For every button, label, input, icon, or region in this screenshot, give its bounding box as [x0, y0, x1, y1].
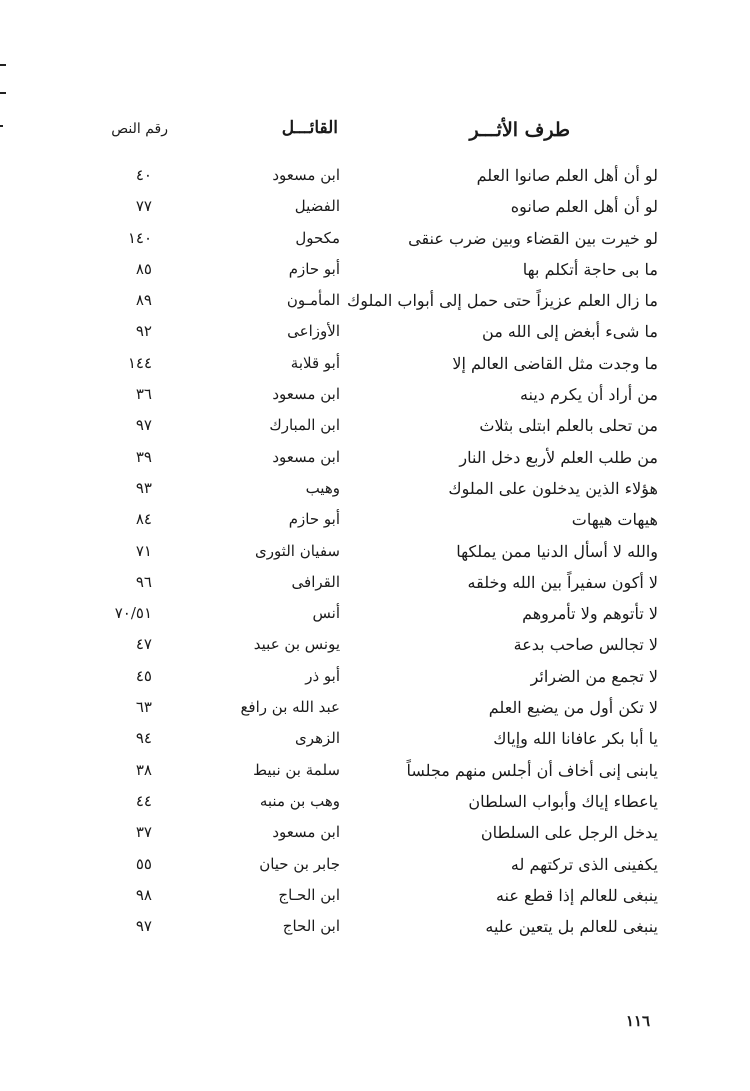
text-number-cell: ٩٨: [135, 885, 152, 904]
margin-mark: [0, 64, 6, 66]
table-row: [90, 694, 670, 725]
excerpt-cell: ينبغى للعالم بل يتعين عليه: [485, 917, 658, 937]
table-row: [90, 600, 670, 631]
speaker-cell: أبو حازم: [288, 259, 340, 278]
text-number-cell: ١٤٠: [127, 228, 152, 247]
text-number-cell: ٧٠/٥١: [114, 604, 152, 623]
table-row: [90, 444, 670, 475]
text-number-cell: ٧١: [135, 541, 152, 560]
speaker-cell: أبو ذر: [305, 666, 340, 685]
margin-mark: [0, 125, 3, 127]
excerpt-cell: لا أكون سفيراً بين الله وخلقه: [467, 572, 658, 592]
excerpt-cell: لا تجالس صاحب بدعة: [513, 635, 658, 655]
table-row: [90, 506, 670, 537]
excerpt-cell: من أراد أن يكرم دينه: [519, 385, 658, 405]
speaker-cell: ابن مسعود: [272, 823, 340, 842]
header-number: رقم النص: [111, 121, 168, 137]
table-row: [90, 788, 670, 819]
speaker-cell: أبو قلابة: [290, 353, 340, 372]
margin-mark: [0, 92, 6, 94]
table-row: [90, 412, 670, 443]
text-number-cell: ٨٤: [135, 510, 152, 529]
speaker-cell: وهيب: [305, 478, 340, 497]
speaker-cell: القرافى: [291, 572, 340, 591]
excerpt-cell: ما بى حاجة أتكلم بها: [522, 259, 658, 279]
table-row: [90, 725, 670, 756]
excerpt-cell: ما وجدت مثل القاضى العالم إلا: [452, 353, 658, 373]
excerpt-cell: ما شىء أبغض إلى الله من: [482, 322, 658, 342]
index-table: [90, 162, 670, 944]
speaker-cell: وهب بن منبه: [259, 791, 340, 810]
excerpt-cell: ما زال العلم عزيزاً حتى حمل إلى أبواب الملوك: [347, 291, 658, 311]
text-number-cell: ٨٥: [135, 259, 152, 278]
excerpt-cell: لو خيرت بين القضاء وبين ضرب عنقى: [408, 228, 658, 248]
table-row: [90, 350, 670, 381]
speaker-cell: جابر بن حيان: [259, 854, 340, 873]
excerpt-cell: يدخل الرجل على السلطان: [480, 823, 658, 843]
speaker-cell: ابن مسعود: [272, 166, 340, 184]
text-number-cell: ٣٨: [135, 760, 152, 779]
text-number-cell: ٣٧: [135, 823, 152, 842]
excerpt-cell: ياعطاء إياك وأبواب السلطان: [468, 791, 658, 811]
speaker-cell: أنس: [312, 604, 340, 623]
table-row: [90, 851, 670, 882]
text-number-cell: ٨٩: [135, 291, 152, 310]
excerpt-cell: لا تكن أول من يضيع العلم: [488, 698, 658, 718]
speaker-cell: ابن الحـاج: [278, 885, 340, 904]
excerpt-cell: والله لا أسأل الدنيا ممن يملكها: [456, 541, 658, 561]
text-number-cell: ٣٩: [135, 447, 152, 466]
excerpt-cell: هؤلاء الذين يدخلون على الملوك: [448, 478, 658, 498]
text-number-cell: ٩٧: [135, 917, 152, 936]
header-excerpt: طرف الأثـــر: [469, 119, 570, 141]
speaker-cell: ابن المبارك: [269, 416, 340, 435]
excerpt-cell: لا تأتوهم ولا تأمروهم: [522, 604, 658, 624]
table-row: [90, 569, 670, 600]
excerpt-cell: من طلب العلم لأربع دخل النار: [459, 447, 658, 467]
table-row: [90, 819, 670, 850]
speaker-cell: الأوزاعى: [287, 322, 340, 341]
speaker-cell: سفيان الثورى: [254, 541, 340, 560]
text-number-cell: ٤٥: [135, 666, 152, 685]
excerpt-cell: هيهات هيهات: [571, 510, 658, 530]
excerpt-cell: يا أبا بكر عافانا الله وإياك: [493, 729, 658, 749]
speaker-cell: أبو حازم: [288, 510, 340, 529]
page-number: ١١٦: [625, 1012, 650, 1030]
table-row: [90, 757, 670, 788]
table-row: [90, 162, 670, 193]
table-row: [90, 193, 670, 224]
speaker-cell: المأمـون: [286, 291, 340, 310]
speaker-cell: عبد الله بن رافع: [240, 698, 340, 717]
speaker-cell: يونس بن عبيد: [253, 635, 340, 654]
text-number-cell: ٩٤: [135, 729, 152, 748]
speaker-cell: ابن مسعود: [272, 385, 340, 404]
header-speaker: القائـــل: [281, 118, 338, 138]
speaker-cell: سلمة بن نبيط: [253, 760, 340, 779]
table-row: [90, 663, 670, 694]
table-row: [90, 287, 670, 318]
excerpt-cell: لو أن أهل العلم صانوا العلم: [476, 166, 658, 185]
table-row: [90, 882, 670, 913]
text-number-cell: ٩٦: [135, 572, 152, 591]
table-row: [90, 631, 670, 662]
text-number-cell: ٤٠: [135, 166, 152, 184]
speaker-cell: الفضيل: [294, 197, 340, 216]
table-row: [90, 256, 670, 287]
text-number-cell: ٧٧: [135, 197, 152, 216]
excerpt-cell: يكفينى الذى تركتهم له: [510, 854, 658, 874]
excerpt-cell: من تحلى بالعلم ابتلى بثلاث: [479, 416, 658, 436]
table-row: [90, 381, 670, 412]
text-number-cell: ١٤٤: [127, 353, 152, 372]
text-number-cell: ٤٤: [135, 791, 152, 810]
table-row: [90, 475, 670, 506]
text-number-cell: ٣٦: [135, 385, 152, 404]
table-row: [90, 225, 670, 256]
speaker-cell: ابن مسعود: [272, 447, 340, 466]
table-row: [90, 318, 670, 349]
table-row: [90, 538, 670, 569]
text-number-cell: ٦٣: [135, 698, 152, 717]
text-number-cell: ٤٧: [135, 635, 152, 654]
table-row: [90, 913, 670, 944]
speaker-cell: الزهرى: [295, 729, 340, 748]
speaker-cell: مكحول: [295, 228, 340, 247]
excerpt-cell: لا تجمع من الضرائر: [530, 666, 658, 686]
text-number-cell: ٥٥: [135, 854, 152, 873]
text-number-cell: ٩٧: [135, 416, 152, 435]
text-number-cell: ٩٣: [135, 478, 152, 497]
excerpt-cell: يابنى إنى أخاف أن أجلس منهم مجلساً: [406, 760, 658, 780]
text-number-cell: ٩٢: [135, 322, 152, 341]
speaker-cell: ابن الحاج: [282, 917, 340, 936]
excerpt-cell: لو أن أهل العلم صانوه: [510, 197, 658, 217]
excerpt-cell: ينبغى للعالم إذا قطع عنه: [495, 885, 658, 905]
